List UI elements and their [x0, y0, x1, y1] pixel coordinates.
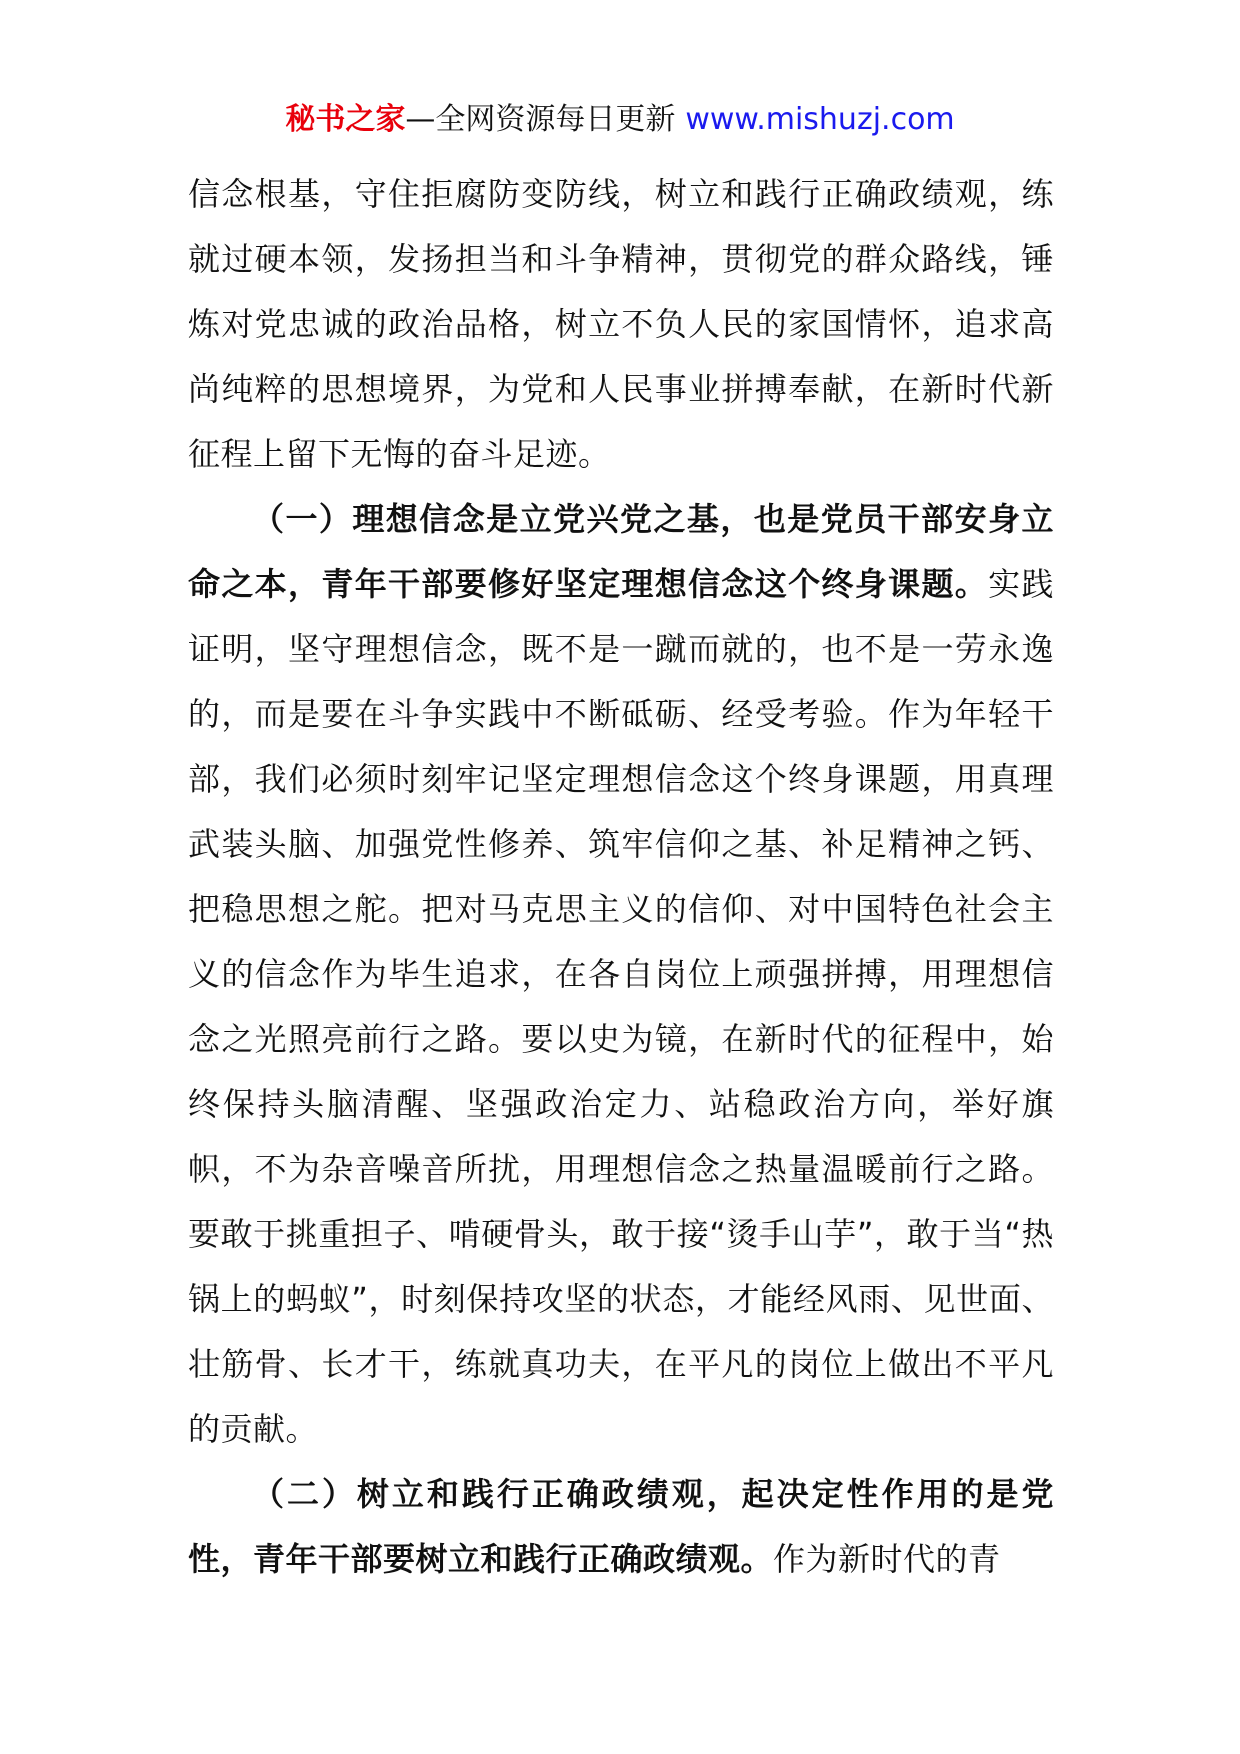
paragraph: 信念根基，守住拒腐防变防线，树立和践行正确政绩观，练就过硬本领，发扬担当和斗争精神，贯彻党的群众路线，锤炼对党忠诚的政治品格，树立不负人民的家国情怀，追求高尚纯粹的思想境界，为党和人民事业拼搏奉献，在新时代新征程上留下无悔的奋斗足迹。	[188, 175, 1054, 473]
section-one-heading: （一）理想信念是立党兴党之基，也是党员干部安身立命之本，青年干部要修好坚定理想信念这个终身课题。	[188, 500, 1054, 603]
site-brand: 秘书之家	[285, 102, 406, 137]
site-header	[0, 100, 1240, 140]
section-one-paragraph	[188, 487, 1054, 1462]
section-two-paragraph	[188, 1462, 1054, 1592]
section-one-text: 实践证明，坚守理想信念，既不是一蹴而就的，也不是一劳永逸的，而是要在斗争实践中不断砥砺、经受考验。作为年轻干部，我们必须时刻牢记坚定理想信念这个终身课题，用真理武装头脑、加强党性修养、筑牢信仰之基、补足精神之钙、把稳思想之舵。把对马克思主义的信仰、对中国特色社会主义的信念作为毕生追求，在各自岗位上顽强拼搏，用理想信念之光照亮前行之路。要以史为镜，在新时代的征程中，始终保持头脑清醒、坚强政治定力、站稳政治方向，举好旗帜，不为杂音噪音所扰，用理想信念之热量温暖前行之路。要敢于挑重担子、啃硬骨头，敢于接“烫手山芋”，敢于当“热锅上的蚂蚁”，时刻保持攻坚的状态，才能经风雨、见世面、壮筋骨、长才干，练就真功夫，在平凡的岗位上做出不平凡的贡献。	[188, 565, 1054, 1448]
section-two-text: 作为新时代的青	[773, 1540, 1001, 1578]
section-two-heading: （二）树立和践行正确政绩观，起决定性作用的是党性，青年干部要树立和践行正确政绩观。	[188, 1475, 1054, 1578]
site-url-link[interactable]: www.mishuzj.com	[685, 102, 955, 137]
document-body	[188, 162, 1054, 1592]
site-tagline: —全网资源每日更新	[405, 102, 676, 137]
